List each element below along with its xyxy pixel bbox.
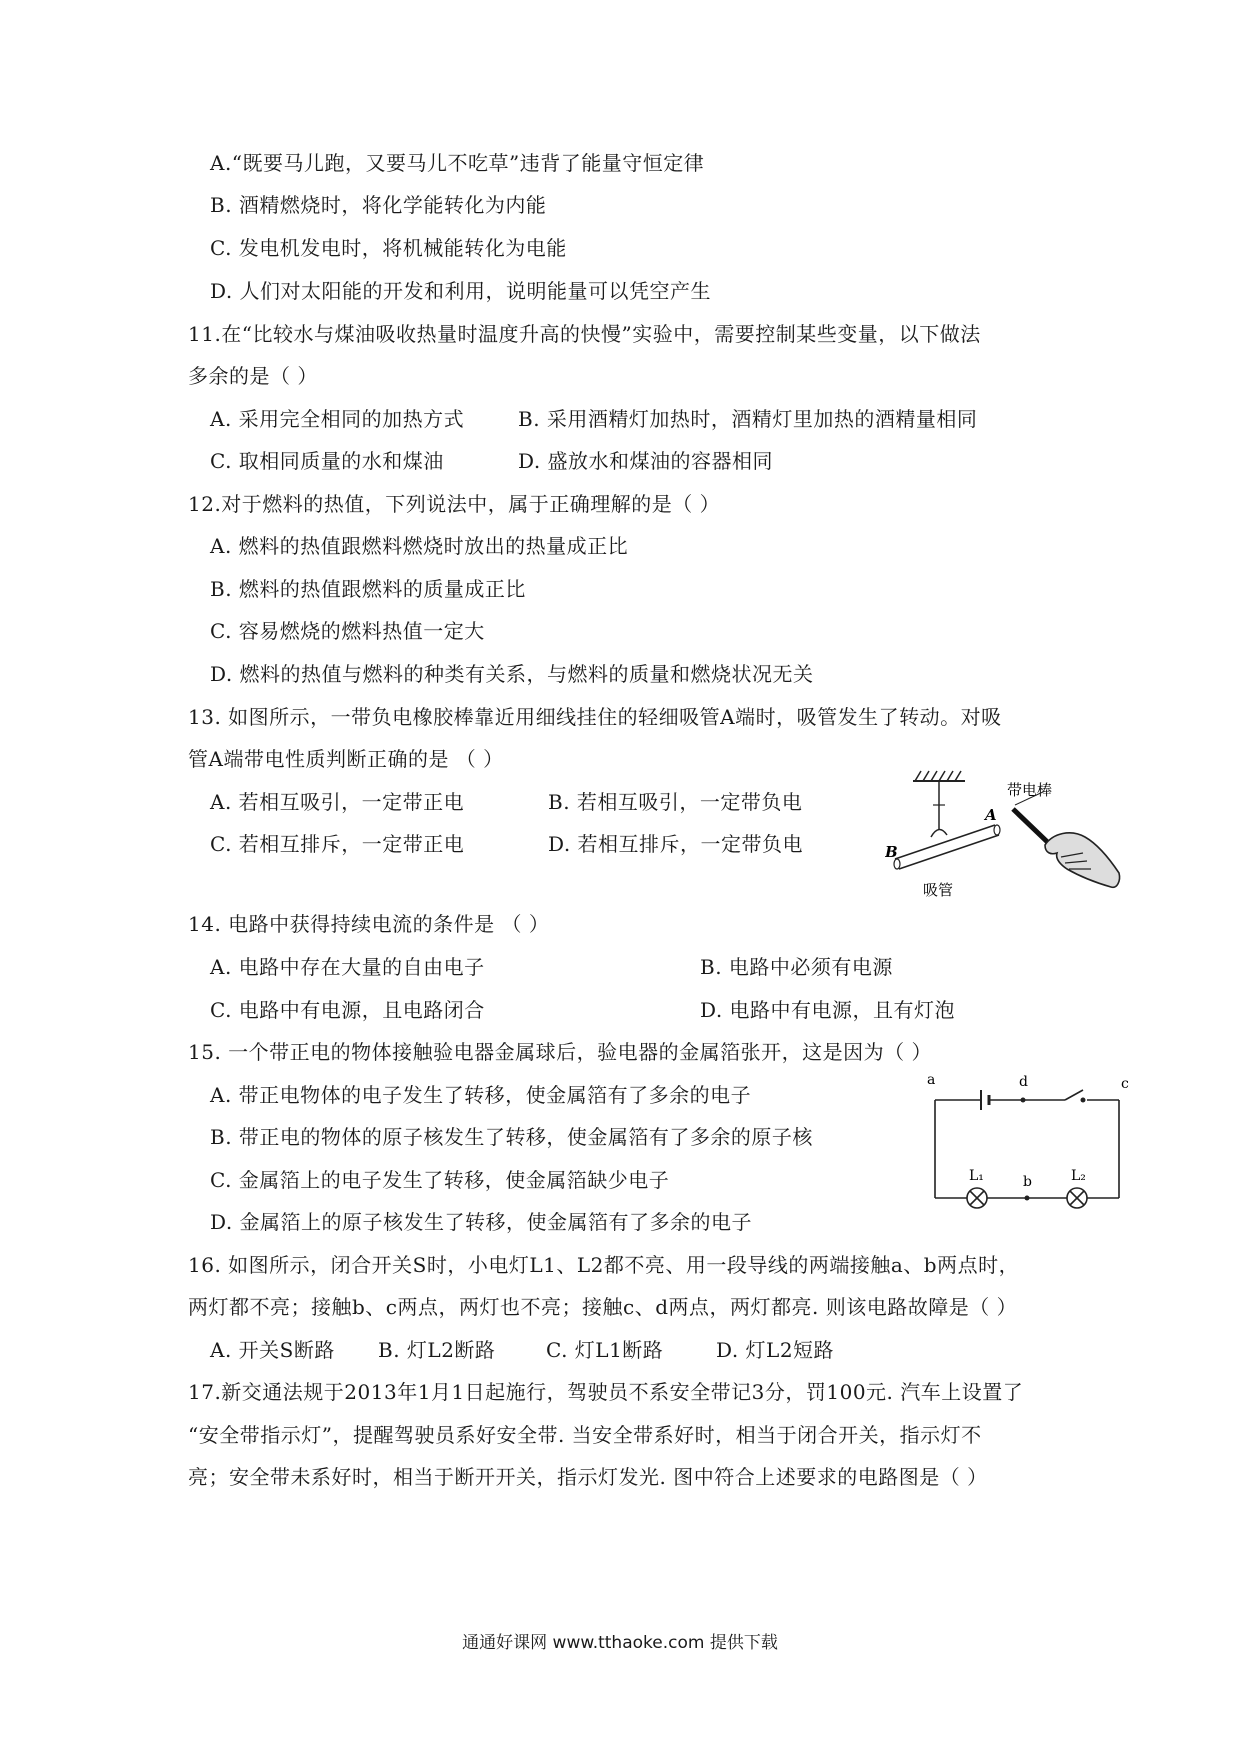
q10-option-d: D. 人们对太阳能的开发和利用，说明能量可以凭空产生 xyxy=(210,279,712,303)
node-d xyxy=(1021,1098,1026,1103)
q16-circuit-figure xyxy=(925,1070,1130,1215)
q13-option-b: B. 若相互吸引，一定带负电 xyxy=(548,790,803,814)
point-a-label: a xyxy=(927,1072,936,1088)
hand xyxy=(1045,833,1120,887)
q15-stem: 15. 一个带正电的物体接触验电器金属球后，验电器的金属箔张开，这是因为（ ） xyxy=(188,1040,933,1064)
q10-option-b: B. 酒精燃烧时，将化学能转化为内能 xyxy=(210,193,547,217)
switch-contact xyxy=(1081,1098,1086,1103)
q14-option-a: A. 电路中存在大量的自由电子 xyxy=(210,955,485,979)
q16-stem-line1: 16. 如图所示，闭合开关S时，小电灯L1、L2都不亮、用一段导线的两端接触a、b两点时， xyxy=(188,1253,1020,1277)
switch-blade xyxy=(1065,1090,1083,1100)
straw-label: 吸管 xyxy=(923,881,954,899)
q13-stem-line1: 13. 如图所示，一带负电橡胶棒靠近用细线挂住的轻细吸管A端时，吸管发生了转动。对吸 xyxy=(188,705,1002,729)
q16-option-c: C. 灯L1断路 xyxy=(546,1338,664,1362)
q12-option-a: A. 燃料的热值跟燃料燃烧时放出的热量成正比 xyxy=(210,534,629,558)
q16-option-a: A. 开关S断路 xyxy=(210,1338,335,1362)
q12-option-b: B. 燃料的热值跟燃料的质量成正比 xyxy=(210,577,526,601)
q14-stem: 14. 电路中获得持续电流的条件是 （ ） xyxy=(188,912,550,936)
lamp-l1-label: L₁ xyxy=(969,1168,984,1184)
page-footer: 通通好课网 www.tthaoke.com 提供下载 xyxy=(462,1633,778,1653)
q16-stem-line2: 两灯都不亮；接触b、c两点，两灯也不亮；接触c、d两点，两灯都亮. 则该电路故障是（ ） xyxy=(188,1295,1018,1319)
q13-figure xyxy=(885,765,1125,900)
q13-option-c: C. 若相互排斥，一定带正电 xyxy=(210,832,465,856)
q11-option-d: D. 盛放水和煤油的容器相同 xyxy=(518,449,774,473)
q10-option-c: C. 发电机发电时，将机械能转化为电能 xyxy=(210,236,567,260)
q15-option-d: D. 金属箔上的原子核发生了转移，使金属箔有了多余的电子 xyxy=(210,1210,753,1234)
q14-option-c: C. 电路中有电源，且电路闭合 xyxy=(210,998,485,1022)
q12-stem: 12.对于燃料的热值，下列说法中，属于正确理解的是（ ） xyxy=(188,492,721,516)
point-d-label: d xyxy=(1019,1074,1028,1090)
q16-option-b: B. 灯L2断路 xyxy=(378,1338,496,1362)
q13-option-d: D. 若相互排斥，一定带负电 xyxy=(548,832,804,856)
q11-option-b: B. 采用酒精灯加热时，酒精灯里加热的酒精量相同 xyxy=(518,407,978,431)
q12-option-d: D. 燃料的热值与燃料的种类有关系，与燃料的质量和燃烧状况无关 xyxy=(210,662,814,686)
q11-option-a: A. 采用完全相同的加热方式 xyxy=(210,407,465,431)
straw xyxy=(894,825,1000,869)
q12-option-c: C. 容易燃烧的燃料热值一定大 xyxy=(210,619,485,643)
q15-option-b: B. 带正电的物体的原子核发生了转移，使金属箔有了多余的原子核 xyxy=(210,1125,813,1149)
q10-option-a: A.“既要马儿跑，又要马儿不吃草”违背了能量守恒定律 xyxy=(210,151,705,175)
q11-option-c: C. 取相同质量的水和煤油 xyxy=(210,449,444,473)
q13-stem-line2: 管A端带电性质判断正确的是 （ ） xyxy=(188,747,504,771)
q13-option-a: A. 若相互吸引，一定带正电 xyxy=(210,790,465,814)
q17-stem-line2: “安全带指示灯”，提醒驾驶员系好安全带. 当安全带系好时，相当于闭合开关，指示灯不 xyxy=(188,1423,982,1447)
q11-stem-line2: 多余的是（ ） xyxy=(188,364,318,388)
label-b: B xyxy=(885,843,898,861)
q14-option-b: B. 电路中必须有电源 xyxy=(700,955,893,979)
q15-option-c: C. 金属箔上的电子发生了转移，使金属箔缺少电子 xyxy=(210,1168,670,1192)
q14-option-d: D. 电路中有电源，且有灯泡 xyxy=(700,998,956,1022)
q17-stem-line1: 17.新交通法规于2013年1月1日起施行，驾驶员不系安全带记3分，罚100元. 汽车上设置了 xyxy=(188,1380,1024,1404)
q11-stem-line1: 11.在“比较水与煤油吸收热量时温度升高的快慢”实验中，需要控制某些变量，以下做法 xyxy=(188,322,981,346)
q17-stem-line3: 亮；安全带未系好时，相当于断开开关，指示灯发光. 图中符合上述要求的电路图是（ ） xyxy=(188,1465,988,1489)
point-c-label: c xyxy=(1121,1076,1129,1092)
q16-option-d: D. 灯L2短路 xyxy=(716,1338,835,1362)
ceiling-hatch xyxy=(915,771,961,781)
rod-label: 带电棒 xyxy=(1007,781,1053,799)
label-a: A xyxy=(985,806,997,824)
q15-option-a: A. 带正电物体的电子发生了转移，使金属箔有了多余的电子 xyxy=(210,1083,752,1107)
thread-loop xyxy=(931,829,947,837)
node-b xyxy=(1025,1196,1030,1201)
point-b-label: b xyxy=(1023,1174,1032,1190)
lamp-l2-label: L₂ xyxy=(1071,1168,1086,1184)
